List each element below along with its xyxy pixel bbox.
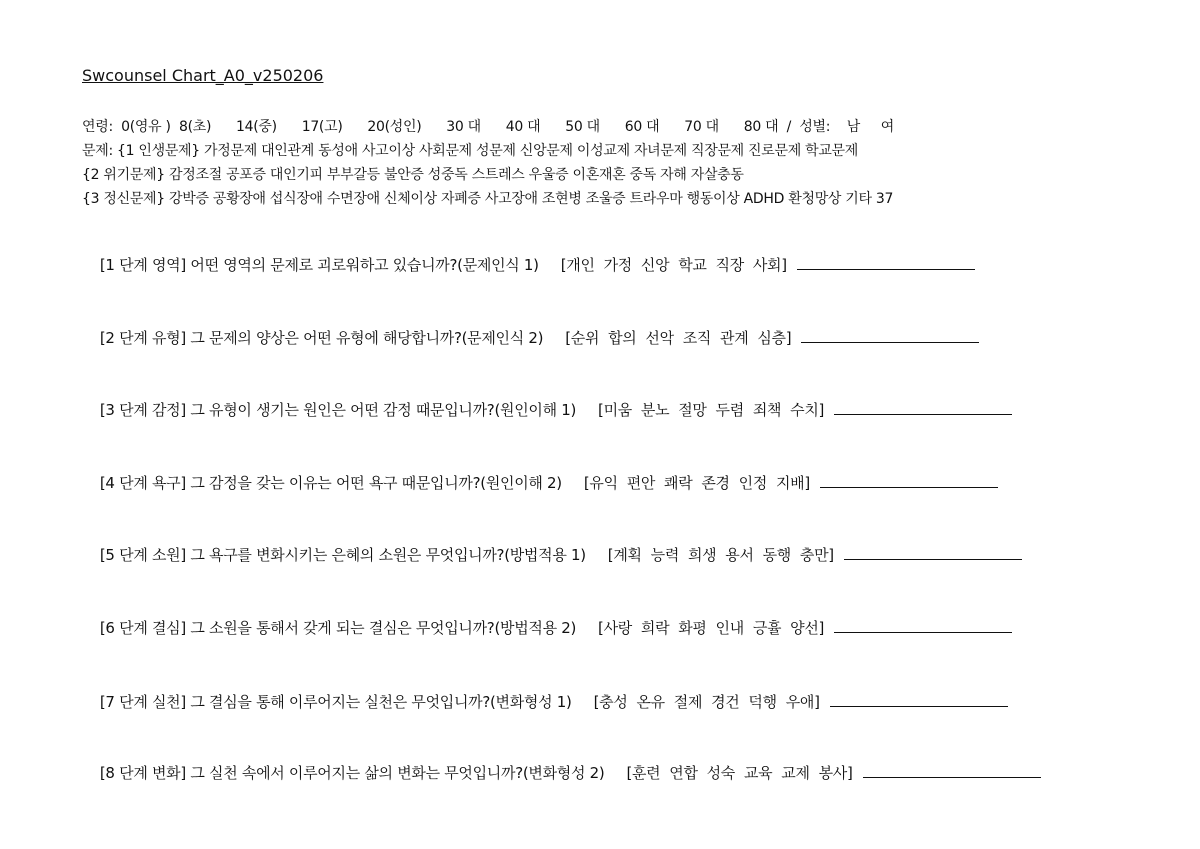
answer-blank[interactable] xyxy=(834,400,1012,415)
category-mental-problems: {3 정신문제} 강박증 공황장애 섭식장애 수면장애 신체이상 자폐증 사고장애 조현병 조울증 트라우마 행동이상 ADHD 환청망상 기타 37 xyxy=(82,191,894,207)
step-6-row xyxy=(82,599,1012,656)
step-question: [3 단계 감정] 그 유형이 생기는 원인은 어떤 감정 때문입니까?(원인이해 1) xyxy=(99,401,577,419)
answer-blank[interactable] xyxy=(830,692,1008,707)
step-8-row xyxy=(82,744,1041,801)
age-gender-line: 연령: 0(영유 ) 8(초) 14(중) 17(고) 20(성인) 30 대 40 대 50 대 60 대 70 대 80 대 / 성별: 남 여 xyxy=(82,119,894,135)
step-question: [1 단계 영역] 어떤 영역의 문제로 괴로워하고 있습니까?(문제인식 1) xyxy=(99,256,539,274)
step-1-row xyxy=(82,236,975,293)
step-question: [6 단계 결심] 그 소원을 통해서 갖게 되는 결심은 무엇입니까?(방법적용 2) xyxy=(99,619,577,637)
step-options: [충성 온유 절제 경건 덕행 우애] xyxy=(593,693,820,711)
step-options: [개인 가정 신앙 학교 직장 사회] xyxy=(560,256,787,274)
step-4-row xyxy=(82,454,998,511)
step-question: [2 단계 유형] 그 문제의 양상은 어떤 유형에 해당합니까?(문제인식 2) xyxy=(99,329,544,347)
step-options: [계획 능력 희생 용서 동행 충만] xyxy=(607,546,834,564)
category-crisis-problems: {2 위기문제} 감정조절 공포증 대인기피 부부갈등 불안증 성중독 스트레스 우울증 이혼재혼 중독 자해 자살충동 xyxy=(82,167,744,183)
step-2-row xyxy=(82,309,979,366)
step-question: [8 단계 변화] 그 실천 속에서 이루어지는 삶의 변화는 무엇입니까?(변화형성 2) xyxy=(99,764,605,782)
step-options: [유익 편안 쾌락 존경 인정 지배] xyxy=(583,474,810,492)
answer-blank[interactable] xyxy=(844,545,1022,560)
step-5-row xyxy=(82,526,1022,583)
answer-blank[interactable] xyxy=(834,618,1012,633)
answer-blank[interactable] xyxy=(801,328,979,343)
category-life-problems: 문제: {1 인생문제} 가정문제 대인관계 동성애 사고이상 사회문제 성문제 신앙문제 이성교제 자녀문제 직장문제 진로문제 학교문제 xyxy=(82,143,858,159)
document-title: Swcounsel Chart_A0_v250206 xyxy=(82,66,324,85)
step-options: [훈련 연합 성숙 교육 교제 봉사] xyxy=(626,764,853,782)
answer-blank[interactable] xyxy=(820,473,998,488)
step-options: [순위 합의 선악 조직 관계 심층] xyxy=(565,329,792,347)
step-options: [사랑 희락 화평 인내 긍휼 양선] xyxy=(598,619,825,637)
answer-blank[interactable] xyxy=(863,763,1041,778)
step-question: [4 단계 욕구] 그 감정을 갖는 이유는 어떤 욕구 때문입니까?(원인이해 2) xyxy=(99,474,562,492)
step-7-row xyxy=(82,673,1008,730)
step-question: [5 단계 소원] 그 욕구를 변화시키는 은혜의 소원은 무엇입니까?(방법적용 1) xyxy=(99,546,586,564)
step-3-row xyxy=(82,381,1012,438)
step-question: [7 단계 실천] 그 결심을 통해 이루어지는 실천은 무엇입니까?(변화형성 1) xyxy=(99,693,572,711)
answer-blank[interactable] xyxy=(797,255,975,270)
step-options: [미움 분노 절망 두렴 죄책 수치] xyxy=(598,401,825,419)
